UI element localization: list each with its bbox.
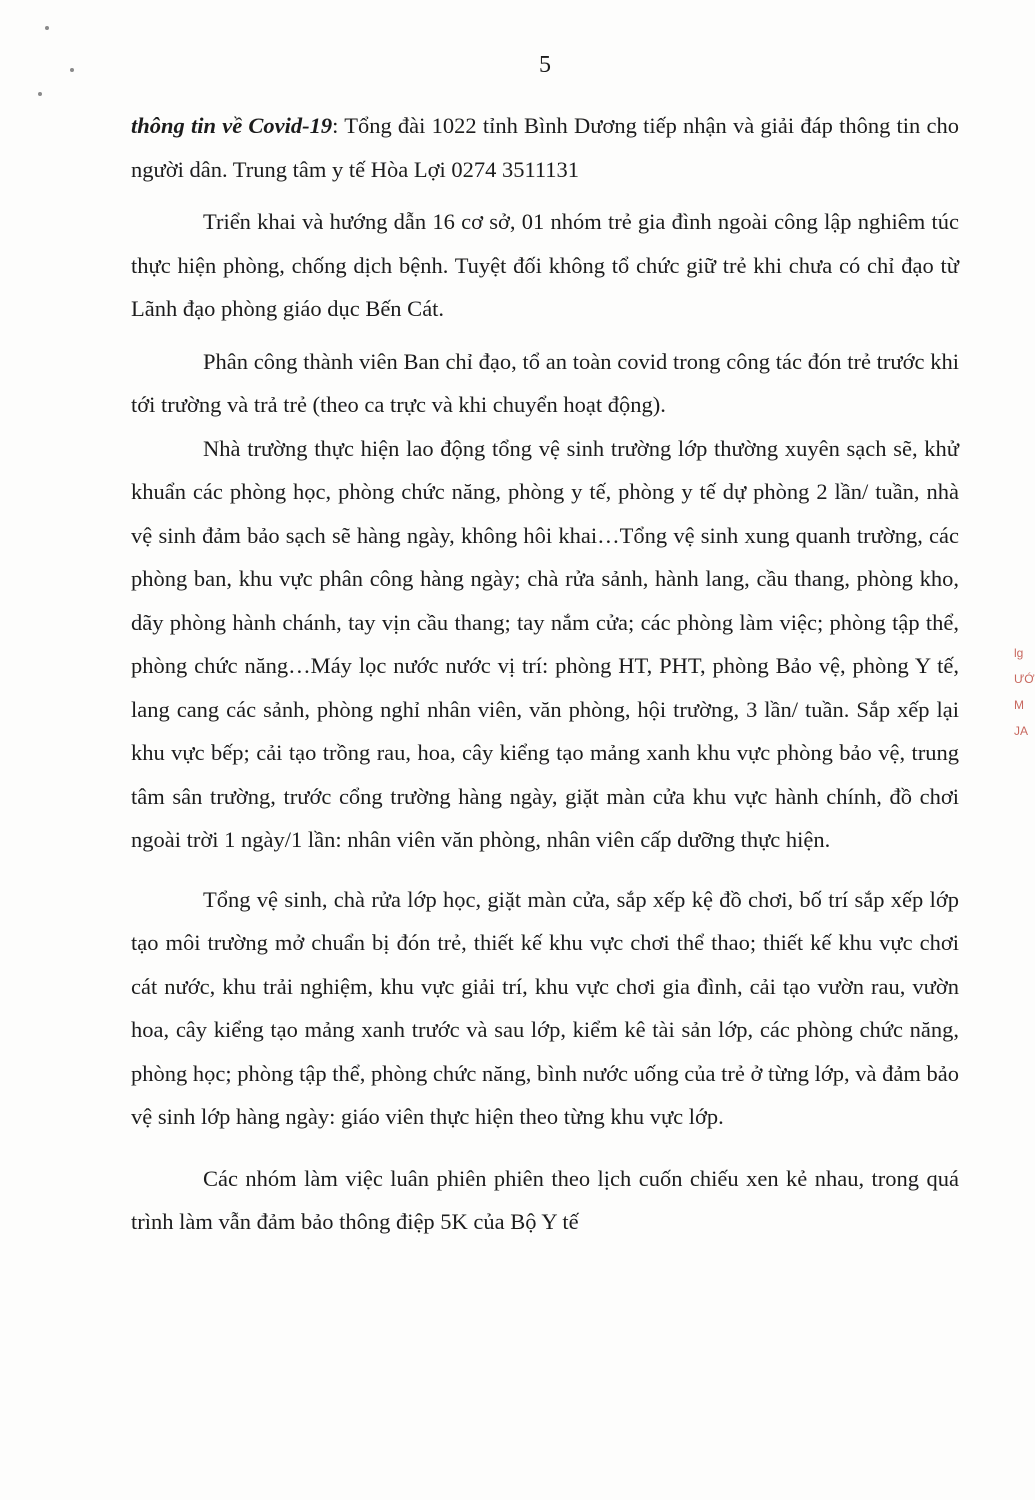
- edge-stamp: [1014, 640, 1035, 780]
- edge-stamp-text: M: [1014, 698, 1024, 712]
- paragraph-school-hygiene: Nhà trường thực hiện lao động tổng vệ sinh trường lớp thường xuyên sạch sẽ, khử khuẩn các phòng học, phòng chức năng, phòng y tế, phòng y tế dự phòng 2 lần/ tuần, nhà vệ sinh đảm bảo sạch sẽ hàng ngày, không hôi khai…Tổng vệ sinh xung quanh trường, các phòng ban, khu vực phân công hàng ngày; chà rửa sảnh, hành lang, cầu thang, phòng kho, dãy phòng hành chánh, tay vịn cầu thang; tay nắm cửa; các phòng làm việc; phòng tập thể, phòng chức năng…Máy lọc nước nước vị trí: phòng HT, PHT, phòng Bảo vệ, phòng Y tế, lang cang các sảnh, phòng nghỉ nhân viên, văn phòng, hội trường, 3 lần/ tuần. Sắp xếp lại khu vực bếp; cải tạo trồng rau, hoa, cây kiểng tạo mảng xanh khu vực phòng bảo vệ, trung tâm sân trường, trước cổng trường hàng ngày, giặt màn cửa khu vực hành chính, đồ chơi ngoài trời 1 ngày/1 lần: nhân viên văn phòng, nhân viên cấp dưỡng thực hiện.: [131, 435, 959, 852]
- document-body: [131, 104, 959, 1244]
- paragraph-classroom-cleaning: Tổng vệ sinh, chà rửa lớp học, giặt màn cửa, sắp xếp kệ đồ chơi, bố trí sắp xếp lớp tạo môi trường mở chuẩn bị đón trẻ, thiết kế khu vực chơi thể thao; thiết kế khu vực chơi cát nước, khu trải nghiệm, khu vực giải trí, khu vực chơi gia đình, cải tạo vườn rau, vườn hoa, cây kiểng tạo mảng xanh trước và sau lớp, kiểm kê tài sản lớp, các phòng chức năng, phòng học; phòng tập thể, phòng chức năng, bình nước uống của trẻ ở từng lớp, và đảm bảo vệ sinh lớp hàng ngày: giáo viên thực hiện theo từng khu vực lớp.: [131, 886, 959, 1129]
- paragraph-deployment: Triển khai và hướng dẫn 16 cơ sở, 01 nhóm trẻ gia đình ngoài công lập nghiêm túc thực hiện phòng, chống dịch bệnh. Tuyệt đối không tổ chức giữ trẻ khi chưa có chỉ đạo từ Lãnh đạo phòng giáo dục Bến Cát.: [131, 209, 959, 321]
- paragraph-rotation: Các nhóm làm việc luân phiên phiên theo lịch cuốn chiếu xen kẻ nhau, trong quá trình làm vẫn đảm bảo thông điệp 5K của Bộ Y tế: [131, 1165, 959, 1234]
- paragraph-covid-info: [131, 104, 959, 191]
- edge-stamp-text: JA: [1014, 724, 1029, 738]
- scan-speck: [45, 26, 49, 30]
- paragraph-assignment: Phân công thành viên Ban chỉ đạo, tổ an toàn covid trong công tác đón trẻ trước khi tới trường và trả trẻ (theo ca trực và khi chuyển hoạt động).: [131, 348, 959, 417]
- edge-stamp-text: ƯỚ: [1014, 672, 1035, 686]
- paragraph-lead-heading: thông tin về Covid-19: [131, 113, 333, 138]
- edge-stamp-text: lg: [1014, 646, 1024, 660]
- paragraph-text: : Tổng đài 1022 tỉnh Bình Dương tiếp nhận và giải đáp thông tin cho người dân. Trung tâm y tế Hòa Lợi 0274 3511131: [131, 113, 959, 182]
- scan-speck: [38, 92, 42, 96]
- page-number: 5: [539, 52, 551, 78]
